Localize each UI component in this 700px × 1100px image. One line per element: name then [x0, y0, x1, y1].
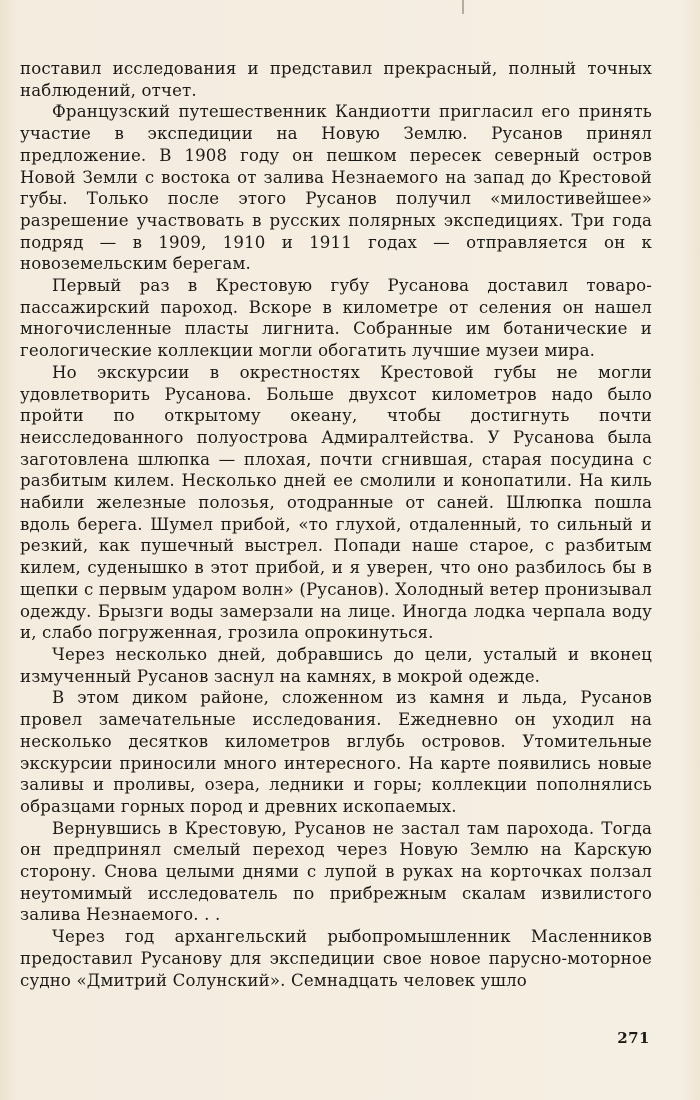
paragraph-1: поставил исследования и представил прекрасный, полный точных наблюдений, отчет. — [20, 59, 652, 100]
page-number: 271 — [617, 1029, 650, 1047]
paragraph-8: Через год архангельский рыбопромышленник Масленников предоставил Русанову для экспедиции свое новое парусно-моторное судно «Дмитрий Солунский». Семнадцать человек ушло — [20, 927, 652, 990]
paragraph-3: Первый раз в Крестовую губу Русанова доставил товаро-пассажирский пароход. Вскоре в километре от селения он нашел многочисленные пласты лигнита. Собранные им ботанические и геологические коллекции могли обогатить лучшие музеи мира. — [20, 276, 652, 361]
paragraph-6: В этом диком районе, сложенном из камня и льда, Русанов провел замечательные исследования. Ежедневно он уходил на несколько десятков километров вглубь островов. Утомительные экскурсии приносили много интересного. На карте появились новые заливы и проливы, озера, ледники и горы; коллекции пополнялись образцами горных пород и древних ископаемых. — [20, 688, 652, 816]
paragraph-7: Вернувшись в Крестовую, Русанов не застал там парохода. Тогда он предпринял смелый переход через Новую Землю на Карскую сторону. Снова целыми днями с лупой в руках на корточках ползал неутомимый исследователь по прибрежным скалам извилистого залива Незнаемого. . . — [20, 818, 652, 925]
paragraph-2: Французский путешественник Кандиотти пригласил его принять участие в экспедиции на Новую Землю. Русанов принял предложение. В 1908 году он пешком пересек северный остров Новой Земли с востока от залива Незнаемого на запад до Крестовой губы. Только после этого Русанов получил «милостивейшее» разрешение участвовать в русских полярных экспедициях. Три года подряд — в 1909, 1910 и 1911 годах — отправляется он к новоземельским берегам. — [20, 102, 652, 274]
paragraph-5: Через несколько дней, добравшись до цели, усталый и вконец измученный Русанов заснул на камнях, в мокрой одежде. — [20, 644, 652, 686]
body-text — [20, 58, 652, 991]
paragraph-4: Но экскурсии в окрестностях Крестовой губы не могли удовлетворить Русанова. Больше двухсот километров надо было пройти по открытому океану, чтобы достигнуть почти неисследованного полуострова Адмиралтейства. У Русанова была заготовлена шлюпка — плохая, почти сгнившая, старая посудина с разбитым килем. Несколько дней ее смолили и конопатили. На киль набили железные полозья, отодранные от саней. Шлюпка пошла вдоль берега. Шумел прибой, «то глухой, отдаленный, то сильный и резкий, как пушечный выстрел. Попади наше старое, с разбитым килем, суденышко в этот прибой, и я уверен, что оно разбилось бы в щепки с первым ударом волн» (Русанов). Холодный ветер пронизывал одежду. Брызги воды замерзали на лице. Иногда лодка черпала воду и, слабо погруженная, грозила опрокинуться. — [20, 362, 652, 643]
binding-mark — [462, 0, 464, 14]
